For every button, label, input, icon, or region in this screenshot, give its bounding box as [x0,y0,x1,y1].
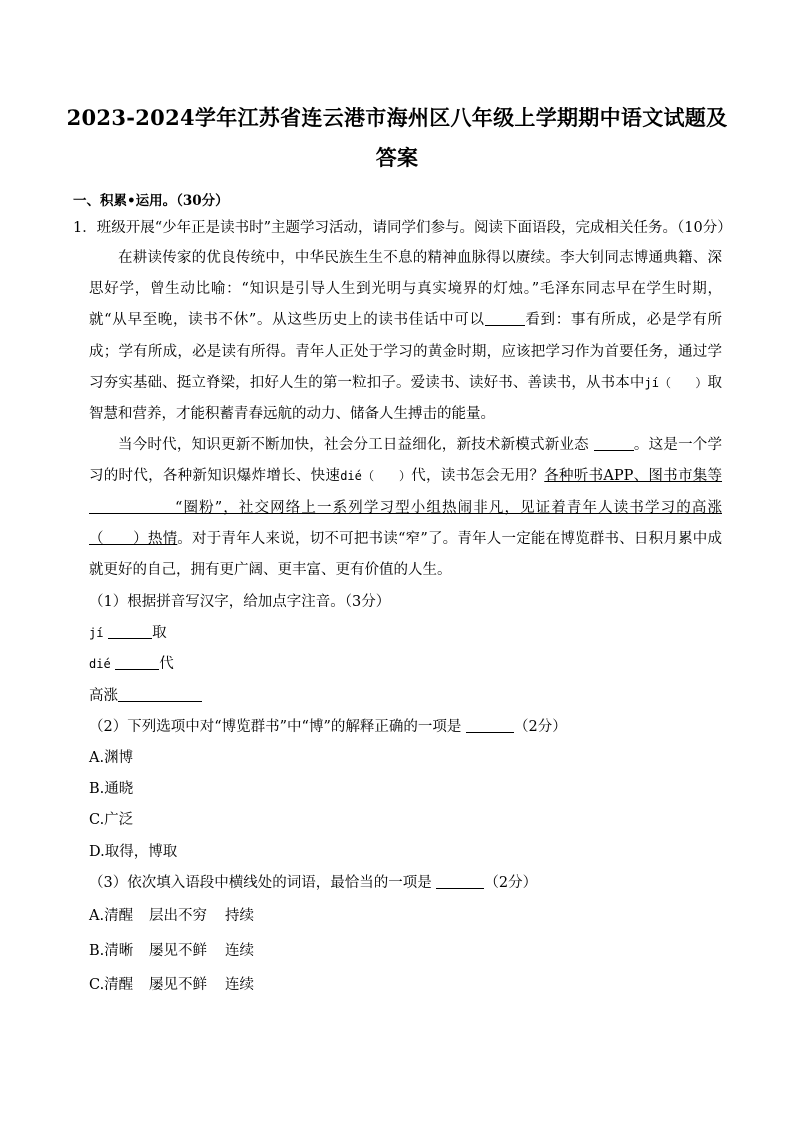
underlined-sentence-continued: “圈粉”，社交网络上一系列学习型小组热闹非凡，见证着青年人读书学习的高涨（ ）热情 [89,499,722,547]
answer-blank [118,687,202,702]
passage-paragraph-2: 当今时代，知识更新不断加快，社会分工日益细化，新技术新模式新业态 。这是一个学习的时代，各种新知识爆炸增长、快速dié（ ）代，读书怎会无用？各种听书APP、图书市集等“圈粉”，社交网络上一系列学习型小组热闹非凡，见证着青年人读书学习的高涨（ ）热情。对于青年人来说，切不可把书读“窄”了。青年人一定能在博览群书、日积月累中成就更好的自己，拥有更广阔、更丰富、更有价值的人生。 [89,437,723,579]
sub-question-1: （1）根据拼音写汉字，给加点字注音。（3分） [89,594,391,610]
answer-blank [115,655,159,670]
pinyin-die-slot: dié（ ） [340,469,412,484]
option-b: B.清晰 屡见不鲜 连续 [89,943,254,959]
underlined-sentence: 各种听书APP、图书市集等 [544,468,723,485]
option-c: C.广泛 [89,812,134,828]
option-d: D.取得，博取 [89,844,178,860]
question-1-stem: 1．班级开展“少年正是读书时”主题学习活动，请同学们参与。阅读下面语段，完成相关任务。（10分） [73,220,732,236]
option-a: A.清醒 层出不穷 持续 [89,908,254,924]
answer-blank [436,874,484,889]
blank-2 [594,436,634,451]
blank-3 [89,499,175,514]
answer-blank [466,718,514,733]
answer-blank [108,624,152,639]
option-c: C.清醒 屡见不鲜 连续 [89,977,254,993]
passage-paragraph-1: 在耕读传家的优良传统中，中华民族生生不息的精神血脉得以赓续。李大钊同志博通典籍、深思好学，曾生动比喻：“知识是引导人生到光明与真实境界的灯烛。”毛泽东同志早在学生时期，就“从早至晚，读书不休”。从这些历史上的读书佳话中可以 看到：事有所成，必是学有所成；学有所成，必是读有所得。青年人正处于学习的黄金时期，应该把学习作为首要任务，通过学习夯实基础、挺立脊梁，扣好人生的第一粒扣子。爱读书、读好书、善读书，从书本中jí（ ）取智慧和营养，才能积蓄青春远航的动力、储备人生搏击的能量。 [89,250,723,423]
blank-1 [485,311,525,326]
answer-line-ji: jí 取 [89,625,167,641]
exam-title: 2023-2024学年江苏省连云港市海州区八年级上学期期中语文试题及 [66,105,728,130]
option-a: A.渊博 [89,750,134,766]
pinyin-ji-slot: jí（ ） [644,375,708,390]
exam-title-continued: 答案 [375,145,419,170]
sub-question-2: （2）下列选项中对“博览群书”中“博”的解释正确的一项是 （2分） [89,719,567,735]
sub-question-3: （3）依次填入语段中横线处的词语，最恰当的一项是 （2分） [89,875,538,891]
answer-line-die: dié 代 [89,656,174,672]
answer-line-gaozhang: 高涨 [89,686,202,706]
reading-passage [89,243,722,586]
section-heading: 一、积累•运用。（30分） [73,193,229,209]
option-b: B.通晓 [89,781,134,797]
